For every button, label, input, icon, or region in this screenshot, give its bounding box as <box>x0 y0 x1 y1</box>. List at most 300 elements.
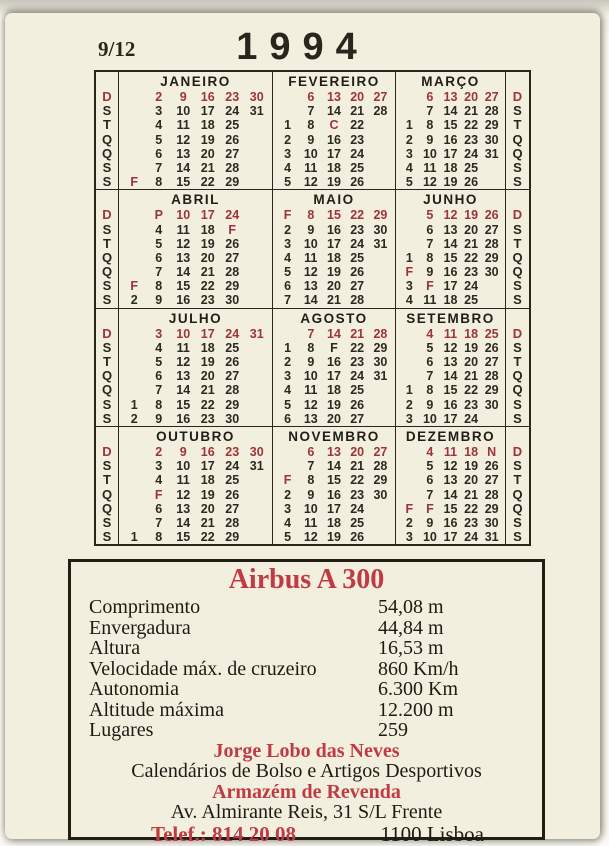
day-cell: 24 <box>350 236 365 251</box>
letter-spacer <box>506 190 529 208</box>
day-cell: 23 <box>225 444 240 459</box>
day-cell <box>122 502 147 516</box>
day-cell <box>245 398 270 412</box>
day-cell <box>369 118 392 132</box>
day-cell: 20 <box>350 90 365 104</box>
holiday-letter-cell: N <box>487 444 497 459</box>
day-cell: 6 <box>284 411 292 426</box>
month-week-row <box>119 459 272 473</box>
day-cell: 3 <box>284 236 292 251</box>
day-cell: 19 <box>464 459 479 474</box>
day-cell: 11 <box>443 326 458 341</box>
holiday-letter-cell: F <box>154 487 163 502</box>
day-cell: 2 <box>284 222 292 237</box>
day-cell: 26 <box>464 175 479 190</box>
day-cell <box>399 104 420 118</box>
day-letter: Q <box>101 382 113 398</box>
day-letter: S <box>513 514 522 530</box>
day-cell: 19 <box>327 175 341 190</box>
month-week-row <box>396 398 505 412</box>
day-cell <box>481 412 502 426</box>
day-cell: 27 <box>225 146 240 161</box>
day-cell: 10 <box>303 501 318 516</box>
day-cell <box>369 175 392 189</box>
day-cell: 7 <box>307 326 315 341</box>
month-block-janeiro <box>119 72 273 189</box>
day-cell <box>245 223 270 237</box>
day-cell: 4 <box>284 515 292 530</box>
day-cell: 19 <box>464 208 479 223</box>
day-cell: 9 <box>179 444 187 459</box>
day-cell: 25 <box>464 293 479 308</box>
day-cell: 28 <box>225 265 240 280</box>
day-letter: S <box>513 529 522 545</box>
day-cell <box>245 383 270 397</box>
day-cell: 11 <box>176 222 190 237</box>
day-cell: 20 <box>464 473 479 488</box>
day-cell: 11 <box>304 383 318 398</box>
day-cell: 4 <box>155 473 163 488</box>
month-week-row <box>119 327 272 341</box>
dealer-line: Av. Almirante Reis, 31 S/L Frente <box>170 801 443 823</box>
month-week-row <box>273 293 395 307</box>
day-cell: 11 <box>176 340 190 355</box>
day-cell <box>276 445 299 459</box>
day-letter: Q <box>512 264 523 280</box>
day-cell: 17 <box>443 146 458 161</box>
letter-spacer <box>96 309 118 327</box>
day-cell: 29 <box>225 397 240 412</box>
month-name: DEZEMBRO <box>405 428 496 444</box>
day-cell: 3 <box>155 459 163 474</box>
spec-row <box>89 638 530 659</box>
month-name: FEVEREIRO <box>288 74 380 89</box>
day-cell: 7 <box>426 104 434 119</box>
month-week-row <box>396 133 505 147</box>
day-cell: 13 <box>327 90 341 104</box>
day-cell: 2 <box>155 444 163 459</box>
day-cell: 15 <box>443 501 458 516</box>
month-week-row <box>396 412 505 426</box>
day-letter: Q <box>101 368 113 384</box>
day-cell <box>481 161 502 175</box>
day-cell <box>369 161 392 175</box>
day-cell: 22 <box>464 383 479 398</box>
day-cell: 30 <box>484 132 499 147</box>
day-cell: 20 <box>327 279 341 294</box>
spec-row <box>89 597 530 618</box>
day-cell: 29 <box>484 501 499 516</box>
day-letter: T <box>513 235 522 251</box>
month-block-novembro <box>273 427 396 544</box>
holiday-letter-cell: F <box>426 279 434 294</box>
day-cell <box>399 90 420 104</box>
month-week-row <box>273 459 395 473</box>
day-cell: 1 <box>130 397 138 412</box>
day-cell <box>122 118 147 132</box>
day-cell: 24 <box>350 146 365 161</box>
day-cell: 3 <box>405 279 413 294</box>
day-cell: 31 <box>484 530 499 545</box>
day-cell: 21 <box>350 459 365 474</box>
day-cell: 16 <box>443 265 458 280</box>
day-cell: 20 <box>464 90 479 104</box>
day-cell <box>399 223 420 237</box>
day-cell: 8 <box>307 208 315 223</box>
day-cell: 6 <box>155 146 163 161</box>
day-cell: 26 <box>484 459 499 474</box>
day-cell: 29 <box>373 208 388 223</box>
day-cell: 2 <box>284 132 292 147</box>
day-cell <box>245 133 270 147</box>
day-cell <box>245 293 270 307</box>
day-cell: 11 <box>304 160 318 175</box>
month-week-row <box>119 104 272 118</box>
day-cell <box>399 369 420 383</box>
day-cell: 14 <box>327 104 341 119</box>
day-letter: Q <box>512 368 523 384</box>
month-week-row <box>119 383 272 397</box>
day-letter: S <box>102 278 112 294</box>
day-cell: 23 <box>464 515 479 530</box>
spec-value: 860 Km/h <box>378 657 459 680</box>
day-cell: 24 <box>464 279 479 294</box>
day-cell: 4 <box>284 160 292 175</box>
spec-label: Autonomia <box>89 678 179 700</box>
day-cell: 24 <box>225 104 240 119</box>
day-letter: D <box>102 89 112 104</box>
day-letter: S <box>513 278 522 294</box>
day-cell <box>399 208 420 222</box>
month-week-row <box>119 445 272 459</box>
month-week-row <box>396 327 505 341</box>
day-cell: 25 <box>225 118 240 133</box>
day-cell: 17 <box>200 104 215 119</box>
month-week-row <box>396 473 505 487</box>
day-cell: 27 <box>225 369 240 384</box>
day-cell: 12 <box>303 397 318 412</box>
spec-label: Altura <box>89 637 141 659</box>
day-cell: 30 <box>225 411 240 426</box>
day-cell: 27 <box>484 222 499 237</box>
day-cell: 18 <box>327 160 341 175</box>
spec-value: 259 <box>378 719 408 741</box>
spec-row <box>89 659 530 680</box>
day-cell: 21 <box>200 160 215 175</box>
day-cell: 22 <box>350 208 365 223</box>
day-letter-column-right <box>506 427 529 544</box>
day-cell <box>481 293 502 307</box>
day-cell: 4 <box>284 383 292 398</box>
day-cell: 25 <box>464 160 479 175</box>
info-box <box>68 559 545 846</box>
day-cell <box>245 175 270 189</box>
day-letter: S <box>513 396 522 412</box>
day-cell: 18 <box>464 326 479 341</box>
day-cell: 25 <box>225 340 240 355</box>
day-cell: 28 <box>484 104 499 119</box>
month-week-row <box>273 223 395 237</box>
calendar-quarter-row <box>96 72 529 189</box>
day-letter: T <box>513 354 522 369</box>
day-cell: 28 <box>373 459 388 474</box>
day-cell: 30 <box>225 293 240 308</box>
calendar-quarter-row <box>96 189 529 307</box>
day-cell: 29 <box>484 250 499 265</box>
day-cell: 6 <box>155 369 163 384</box>
day-cell: 18 <box>443 160 458 175</box>
day-cell: 20 <box>464 355 479 369</box>
aircraft-title: Airbus A 300 <box>228 564 385 595</box>
day-cell: 6 <box>426 90 434 104</box>
day-letter: Q <box>512 145 523 161</box>
day-cell <box>369 383 392 397</box>
day-cell <box>399 355 420 369</box>
day-cell: 7 <box>155 160 163 175</box>
month-name: MAIO <box>313 192 355 208</box>
day-letter-column-right <box>506 72 529 189</box>
day-cell: 9 <box>307 487 315 502</box>
month-week-row <box>119 237 272 251</box>
month-week-row <box>119 251 272 265</box>
month-week-row <box>396 237 505 251</box>
day-letter: S <box>513 159 522 175</box>
day-cell: 26 <box>225 236 240 251</box>
day-cell: 26 <box>350 530 365 545</box>
day-cell: 13 <box>176 250 191 265</box>
day-cell: 27 <box>373 90 388 104</box>
day-cell: 17 <box>200 459 215 474</box>
day-cell <box>369 502 392 516</box>
day-cell: 9 <box>426 265 434 280</box>
day-letter: T <box>103 117 111 133</box>
day-cell: 11 <box>304 515 318 530</box>
day-cell: 14 <box>443 487 458 502</box>
calendar-card <box>5 13 600 846</box>
month-block-dezembro <box>396 427 506 544</box>
month-week-row <box>119 118 272 132</box>
day-cell: 13 <box>443 355 458 369</box>
month-week-row <box>119 488 272 502</box>
day-cell: 22 <box>200 279 215 294</box>
day-letter: D <box>102 207 112 223</box>
holiday-letter-cell: F <box>426 501 434 516</box>
month-week-row <box>273 398 395 412</box>
month-name: MARÇO <box>421 74 480 89</box>
day-cell: 3 <box>284 146 292 161</box>
day-cell: 16 <box>327 487 341 502</box>
postal-city: 1100 Lisboa <box>380 821 484 846</box>
day-cell: 12 <box>443 208 458 223</box>
month-week-row <box>273 265 395 279</box>
day-cell <box>122 473 147 487</box>
day-cell: 24 <box>350 501 365 516</box>
day-cell: 23 <box>200 411 215 426</box>
day-cell: 6 <box>426 222 434 237</box>
day-letter: D <box>102 443 112 459</box>
spec-row <box>89 700 530 721</box>
day-cell: 27 <box>484 355 499 369</box>
day-cell: 7 <box>426 369 434 384</box>
day-cell: 27 <box>225 250 240 265</box>
day-cell: 14 <box>443 236 458 251</box>
day-cell: 29 <box>373 340 388 355</box>
month-week-row <box>273 502 395 516</box>
day-cell: 13 <box>303 279 318 294</box>
day-cell: 25 <box>350 515 365 530</box>
day-cell <box>369 530 392 544</box>
day-letter: Q <box>101 145 113 161</box>
day-cell: 7 <box>155 515 163 530</box>
day-letter-column-left <box>96 190 119 307</box>
day-cell: 22 <box>464 118 479 133</box>
day-letter: S <box>102 339 112 355</box>
day-cell: 21 <box>350 104 365 119</box>
day-cell: 15 <box>176 397 191 412</box>
month-week-row <box>119 208 272 222</box>
day-cell: 2 <box>130 293 138 308</box>
day-cell: 15 <box>176 175 191 190</box>
holiday-letter-cell: F <box>228 222 237 237</box>
day-cell: 18 <box>464 444 479 459</box>
day-cell: 26 <box>350 175 365 190</box>
day-cell: 17 <box>443 530 458 545</box>
month-week-row <box>396 502 505 516</box>
day-cell: 26 <box>484 340 499 355</box>
day-cell: 15 <box>176 279 191 294</box>
month-week-row <box>396 223 505 237</box>
day-cell: 29 <box>484 118 499 133</box>
day-cell: 24 <box>225 326 240 341</box>
day-cell: 18 <box>200 340 215 355</box>
day-cell: 27 <box>350 411 365 426</box>
holiday-letter-cell: F <box>330 340 338 355</box>
day-cell <box>122 369 147 383</box>
day-cell <box>122 383 147 397</box>
day-cell <box>481 175 502 189</box>
day-cell: 12 <box>176 355 191 369</box>
day-cell: 25 <box>350 383 365 398</box>
day-cell: 28 <box>484 487 499 502</box>
day-cell: 22 <box>200 175 215 190</box>
month-week-row <box>119 279 272 293</box>
day-cell: 4 <box>405 293 413 308</box>
day-cell: 21 <box>464 104 479 119</box>
day-cell: 11 <box>423 293 437 308</box>
day-cell <box>245 412 270 426</box>
month-week-row <box>273 279 395 293</box>
day-cell <box>276 327 299 341</box>
day-cell <box>122 161 147 175</box>
day-cell: 10 <box>303 369 318 384</box>
holiday-letter-cell: F <box>405 501 414 516</box>
day-cell: 3 <box>405 146 413 161</box>
month-block-agosto <box>273 309 396 426</box>
month-week-row <box>273 341 395 355</box>
year-title: 1994 <box>236 26 369 68</box>
month-week-row <box>273 530 395 544</box>
day-cell: 23 <box>350 222 365 237</box>
day-letter-column-right <box>506 190 529 307</box>
month-name: NOVEMBRO <box>288 428 380 444</box>
day-cell: 3 <box>405 411 413 426</box>
day-letter: S <box>102 396 112 412</box>
day-cell: 3 <box>284 501 292 516</box>
day-cell: 10 <box>422 146 437 161</box>
day-cell: 5 <box>405 175 413 190</box>
month-week-row <box>396 265 505 279</box>
month-name: OUTUBRO <box>156 428 235 444</box>
holiday-letter-cell: F <box>283 208 292 223</box>
month-week-row <box>119 293 272 307</box>
day-cell: 19 <box>464 340 479 355</box>
month-block-maio <box>273 190 396 307</box>
day-cell: 9 <box>155 411 163 426</box>
day-cell <box>369 265 392 279</box>
day-cell: 12 <box>443 459 458 474</box>
day-cell: 1 <box>130 530 138 545</box>
day-cell <box>122 341 147 355</box>
day-letter: Q <box>512 131 523 147</box>
calendar-quarter-row <box>96 426 529 544</box>
day-cell: 16 <box>176 293 191 308</box>
day-cell: 30 <box>484 265 499 280</box>
day-cell <box>399 341 420 355</box>
day-cell <box>245 473 270 487</box>
day-cell: 25 <box>350 250 365 265</box>
day-cell: 18 <box>327 383 341 398</box>
day-cell <box>276 90 299 104</box>
day-cell: 28 <box>373 326 388 341</box>
day-cell: 16 <box>443 132 458 147</box>
day-cell <box>481 279 502 293</box>
day-cell: 15 <box>327 208 341 223</box>
day-cell: 4 <box>155 340 163 355</box>
month-week-row <box>273 104 395 118</box>
day-cell: 16 <box>443 397 458 412</box>
day-cell: 31 <box>484 146 499 161</box>
day-letter: S <box>513 174 522 190</box>
letter-spacer <box>96 427 118 445</box>
month-week-row <box>273 516 395 530</box>
spec-label: Velocidade máx. de cruzeiro <box>89 657 317 680</box>
letter-spacer <box>506 309 529 327</box>
day-cell: 2 <box>284 355 292 369</box>
day-cell: 20 <box>200 369 215 384</box>
day-cell: 21 <box>327 293 341 308</box>
month-name: JANEIRO <box>160 74 231 89</box>
day-letter: S <box>102 221 112 237</box>
holiday-letter-cell: F <box>405 265 414 280</box>
day-cell <box>399 445 420 459</box>
day-cell: 26 <box>350 397 365 412</box>
month-name: ABRIL <box>171 192 220 208</box>
day-cell: 20 <box>464 222 479 237</box>
day-cell <box>122 265 147 279</box>
day-cell: 28 <box>225 160 240 175</box>
day-cell: 14 <box>327 326 341 341</box>
day-cell: 25 <box>484 326 499 341</box>
day-cell: 15 <box>443 383 458 398</box>
day-cell <box>122 488 147 502</box>
day-cell: 3 <box>155 104 163 119</box>
day-cell: 30 <box>373 355 388 369</box>
day-letter: Q <box>512 486 523 502</box>
month-week-row <box>396 459 505 473</box>
month-week-row <box>273 118 395 132</box>
day-cell <box>122 237 147 251</box>
day-cell: 20 <box>200 250 215 265</box>
